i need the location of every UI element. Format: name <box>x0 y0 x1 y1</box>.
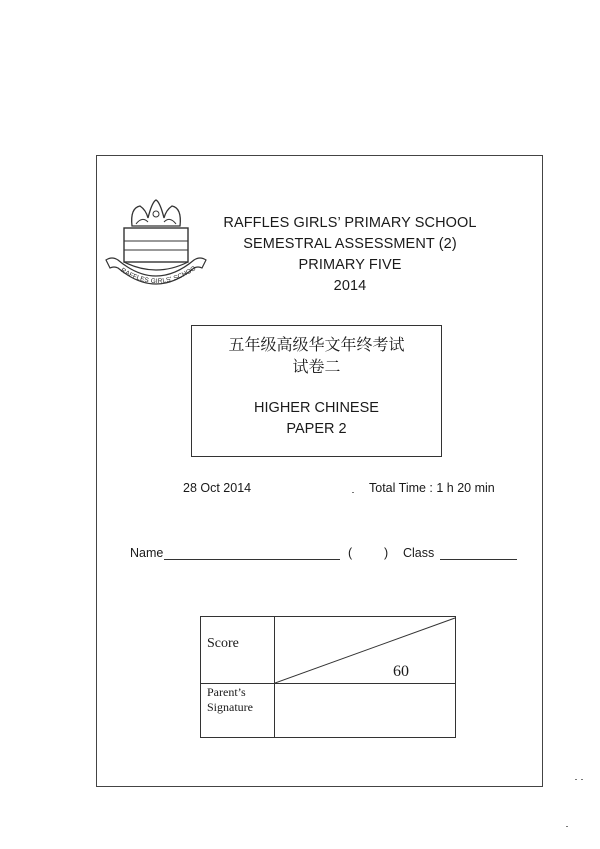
parent-label-line2: Signature <box>207 700 253 714</box>
exam-year: 2014 <box>333 278 367 294</box>
student-info-row <box>130 546 530 562</box>
class-label: Class <box>403 546 435 560</box>
name-label: Name <box>130 546 164 560</box>
scan-speck <box>352 492 354 493</box>
exam-date: 28 Oct 2014 <box>183 481 252 495</box>
scan-speck <box>581 779 583 780</box>
level-title: PRIMARY FIVE <box>298 257 402 273</box>
parent-signature-label <box>207 685 253 715</box>
subject-box <box>191 325 442 457</box>
total-time: Total Time : 1 h 20 min <box>369 481 495 495</box>
school-name: RAFFLES GIRLS’ PRIMARY SCHOOL <box>223 215 477 231</box>
score-diagonal-line <box>275 617 456 684</box>
name-field-line[interactable] <box>164 559 340 560</box>
total-marks: 60 <box>393 663 409 680</box>
register-number-open: ( <box>348 546 353 560</box>
school-header <box>200 213 500 297</box>
register-number-close: ) <box>384 546 389 560</box>
assessment-title: SEMESTRAL ASSESSMENT (2) <box>243 236 457 252</box>
english-subject: HIGHER CHINESE <box>254 400 379 416</box>
school-crest-icon <box>102 196 210 296</box>
parent-label-line1: Parent’s <box>207 685 246 699</box>
scan-speck <box>566 826 568 827</box>
score-label: Score <box>207 636 239 651</box>
crest-motto: RAFFLES GIRLS' SCHOO <box>119 264 198 286</box>
english-paper-label: PAPER 2 <box>286 421 347 437</box>
scan-speck <box>575 779 577 780</box>
class-field-line[interactable] <box>440 559 517 560</box>
chinese-paper-label: 试卷二 <box>292 357 341 376</box>
score-table <box>200 616 456 738</box>
chinese-exam-title: 五年级高级华文年终考试 <box>228 335 405 354</box>
